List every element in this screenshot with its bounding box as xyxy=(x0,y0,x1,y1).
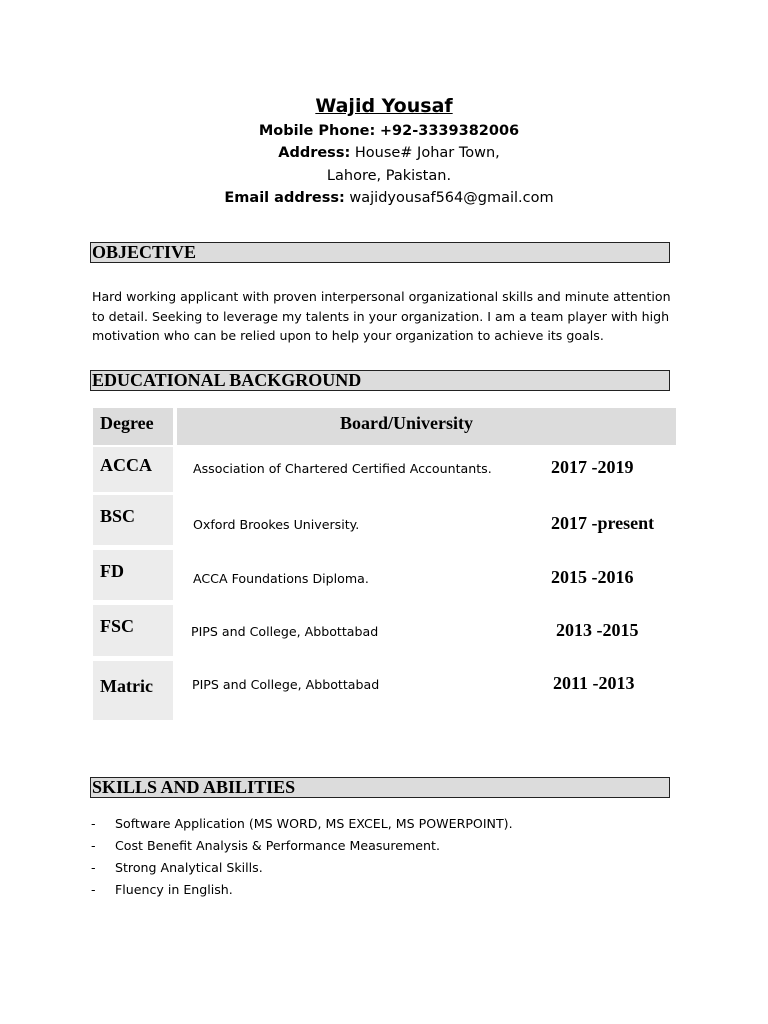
education-heading: EDUCATIONAL BACKGROUND xyxy=(92,370,362,390)
board-value: PIPS and College, Abbottabad xyxy=(192,677,380,692)
objective-heading: OBJECTIVE xyxy=(92,242,197,262)
table-row-degree-cell xyxy=(93,447,173,492)
skill-text: Software Application (MS WORD, MS EXCEL, MS POWERPOINT). xyxy=(115,816,513,831)
degree-value: ACCA xyxy=(100,455,152,475)
address-label: Address: xyxy=(278,145,351,161)
table-row-degree-cell xyxy=(93,495,173,545)
years-value: 2017 -present xyxy=(551,513,655,533)
degree-value: Matric xyxy=(100,676,153,696)
objective-text: Hard working applicant with proven interpersonal organizational skills and minute attention to detail. Seeking to leverage my talents in your organization. I am a team player with high motivation who can be relied upon to help your organization to achieve its goals. xyxy=(92,289,671,343)
bullet-dash: - xyxy=(91,816,96,831)
board-value: ACCA Foundations Diploma. xyxy=(193,571,369,586)
table-row-degree-cell xyxy=(93,605,173,656)
years-value: 2011 -2013 xyxy=(553,673,635,693)
board-value: Oxford Brookes University. xyxy=(193,517,360,532)
email-label: Email address: xyxy=(224,190,345,206)
degree-value: FSC xyxy=(100,616,135,636)
skills-heading-bar xyxy=(90,777,670,798)
phone-line xyxy=(0,123,768,139)
degree-value: BSC xyxy=(100,506,136,526)
email-value[interactable]: wajidyousaf564@gmail.com xyxy=(349,190,554,206)
address-line-2: Lahore, Pakistan. xyxy=(326,168,452,184)
skill-text: Fluency in English. xyxy=(115,882,233,897)
skill-text: Cost Benefit Analysis & Performance Measurement. xyxy=(115,838,440,853)
board-column-header xyxy=(177,408,676,445)
phone-value: +92-3339382006 xyxy=(379,123,520,139)
years-value: 2013 -2015 xyxy=(556,620,639,640)
table-row-degree-cell xyxy=(93,550,173,600)
phone-label: Mobile Phone: xyxy=(258,123,376,139)
table-row-degree-cell xyxy=(93,661,173,720)
degree-column-header xyxy=(93,408,173,445)
bullet-dash: - xyxy=(91,838,96,853)
candidate-name: Wajid Yousaf xyxy=(315,95,453,117)
email-line xyxy=(0,190,768,206)
bullet-dash: - xyxy=(91,882,96,897)
objective-heading-bar xyxy=(90,242,670,263)
skills-heading: SKILLS AND ABILITIES xyxy=(92,777,296,797)
board-value: PIPS and College, Abbottabad xyxy=(191,624,379,639)
degree-value: FD xyxy=(100,561,124,581)
board-value: Association of Chartered Certified Accountants. xyxy=(193,461,492,476)
board-header-label: Board/University xyxy=(340,413,473,433)
bullet-dash: - xyxy=(91,860,96,875)
skill-text: Strong Analytical Skills. xyxy=(115,860,263,875)
years-value: 2015 -2016 xyxy=(551,567,634,587)
degree-header-label: Degree xyxy=(100,413,154,433)
years-value: 2017 -2019 xyxy=(551,457,634,477)
education-heading-bar xyxy=(90,370,670,391)
address-line xyxy=(0,145,768,161)
address-line-1: House# Johar Town, xyxy=(354,145,500,161)
